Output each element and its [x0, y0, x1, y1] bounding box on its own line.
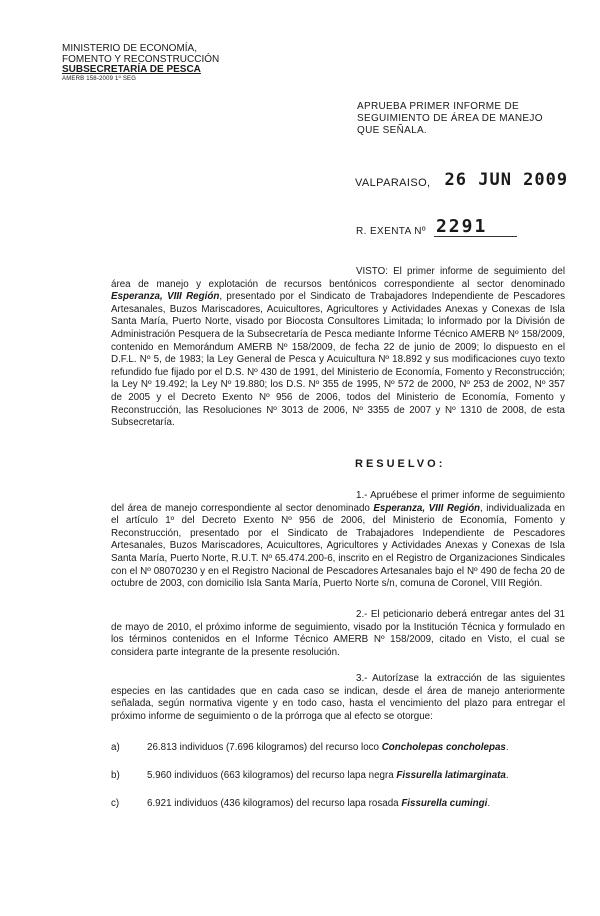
- ministry-name: MINISTERIO DE ECONOMÍA,: [62, 43, 198, 54]
- place-date: [355, 172, 568, 189]
- resolution-number-line: [356, 218, 517, 237]
- list-item: b) 5.960 individuos (663 kilogramos) del recurso lapa negra Fissurella latimarginata.: [111, 770, 509, 781]
- article-text: Apruébese el primer informe de seguimiento del área de manejo correspondiente al sector denominado: [111, 490, 565, 514]
- article-number: 2.-: [356, 609, 368, 620]
- item-text: 26.813 individuos (7.696 kilogramos) del recurso loco: [147, 742, 382, 753]
- article-text-cont: , individualizada en el artículo 1º del Decreto Exento Nº 956 de 2006, del Ministerio de Economía, Fomento y Reconstrucción, presentado por el Sindicato de Trabajadores Independiente de Pescadores Artesanales, Buzos Mariscadores, Acuicultores, Agricultores y Actividades Anexas y Conexas de Isla Santa María, Puerto Norte, R.U.T. Nº 65.474.200-6, inscrito en el Registro de Organizaciones Sindicales con el Nº 08070230 y en el Registro Nacional de Pescadores Artesanales bajo el Nº 490 de fecha 20 de octubre de 2003, con domicilio Isla Santa María, Puerto Norte s/n, comuna de Coronel, VIII Región.: [111, 502, 565, 590]
- visto-text-cont: , presentado por el Sindicato de Trabajadores Independiente de Pescadores Artesanales, Buzos Mariscadores, Acuicultores, Agricultores y Actividades Anexas y Conexas de Isla Santa María, Puerto Norte, visado por Biocosta Consultores Limitada; lo informado por la División de Administración Pesquera de la Subsecretaría de Pesca mediante Informe Técnico AMERB Nº 158/2009, contenido en Memorándum AMERB Nº 158/2009, de fecha 22 de junio de 2009; lo dispuesto en el D.F.L. Nº 5, de 1983; la Ley General de Pesca y Acuicultura Nº 18.892 y sus modificaciones cuyo texto refundido fue fijado por el D.S. Nº 430 de 1991, del Ministerio de Economía, Fomento y Reconstrucción; la Ley Nº 19.492; la Ley Nº 19.880; los D.S. Nº 355 de 1995, Nº 572 de 2000, Nº 253 de 2002, Nº 357 de 2005 y el Decreto Exento Nº 956 de 2006, todos del Ministerio de Economía, Fomento y Reconstrucción, las Resoluciones Nº 3013 de 2006, Nº 3355 de 2007 y Nº 1310 de 2008, de esta Subsecretaría.: [111, 291, 565, 429]
- article-number: 1.-: [356, 490, 368, 501]
- item-label: a): [111, 742, 120, 753]
- letterhead: [62, 44, 219, 83]
- ministry-name-cont: FOMENTO Y RECONSTRUCCIÓN: [62, 53, 220, 65]
- visto-label: VISTO:: [356, 266, 388, 277]
- item-label: b): [111, 770, 120, 781]
- article-number: 3.-: [356, 673, 368, 684]
- species-list: [111, 742, 571, 826]
- list-item: c) 6.921 individuos (436 kilogramos) del recurso lapa rosada Fissurella cumingi.: [111, 798, 491, 809]
- subject-line: QUE SEÑALA.: [357, 125, 427, 136]
- resolution-number: 2291: [434, 218, 517, 237]
- date-stamp: 26 JUN 2009: [444, 170, 569, 190]
- city: VALPARAISO,: [355, 177, 431, 189]
- resuelvo-heading: RESUELVO:: [355, 458, 446, 470]
- species-name: Concholepas concholepas: [381, 742, 506, 753]
- subsecretariat-name: SUBSECRETARÍA DE PESCA: [62, 64, 201, 75]
- sector-name: Esperanza, VIII Región: [111, 291, 220, 303]
- article-text: El peticionario deberá entregar antes del 31 de mayo de 2010, el próximo informe de seguimiento, visado por la Institución Técnica y formulado en los términos contenidos en el Informe Técnico AMERB Nº 158/2009, citado en Visto, el cual se considera parte integrante de la presente resolución.: [111, 609, 565, 658]
- article-2: [111, 609, 565, 659]
- subject-line: SEGUIMIENTO DE ÁREA DE MANEJO: [357, 113, 543, 124]
- list-item: a) 26.813 individuos (7.696 kilogramos) del recurso loco Concholepas concholepas.: [111, 742, 509, 753]
- article-3: [111, 673, 565, 723]
- reference-code: AMERB 158-2009 1º SEG: [62, 75, 137, 82]
- article-text: Autorízase la extracción de las siguientes especies en las cantidades que en cada caso se indican, desde el área de manejo anteriormente señalada, según normativa vigente y en todo caso, hasta el vencimiento del plazo para entregar el próximo informe de seguimiento o de la prórroga que al efecto se otorgue:: [111, 673, 565, 722]
- item-text: 5.960 individuos (663 kilogramos) del recurso lapa negra: [147, 770, 397, 781]
- sector-name: Esperanza, VIII Región: [373, 502, 481, 514]
- visto-text: El primer informe de seguimiento del área de manejo y explotación de recursos bentónicos correspondiente al sector denominado: [111, 266, 565, 290]
- subject-block: [357, 101, 567, 137]
- resolution-label: R. EXENTA Nº: [356, 226, 426, 237]
- article-1: [111, 490, 565, 591]
- item-label: c): [111, 798, 120, 809]
- item-text: 6.921 individuos (436 kilogramos) del recurso lapa rosada: [147, 798, 402, 809]
- species-name: Fissurella latimarginata: [396, 770, 506, 781]
- visto-paragraph: [111, 266, 565, 430]
- subject-line: APRUEBA PRIMER INFORME DE: [357, 101, 519, 112]
- species-name: Fissurella cumingi: [401, 798, 488, 809]
